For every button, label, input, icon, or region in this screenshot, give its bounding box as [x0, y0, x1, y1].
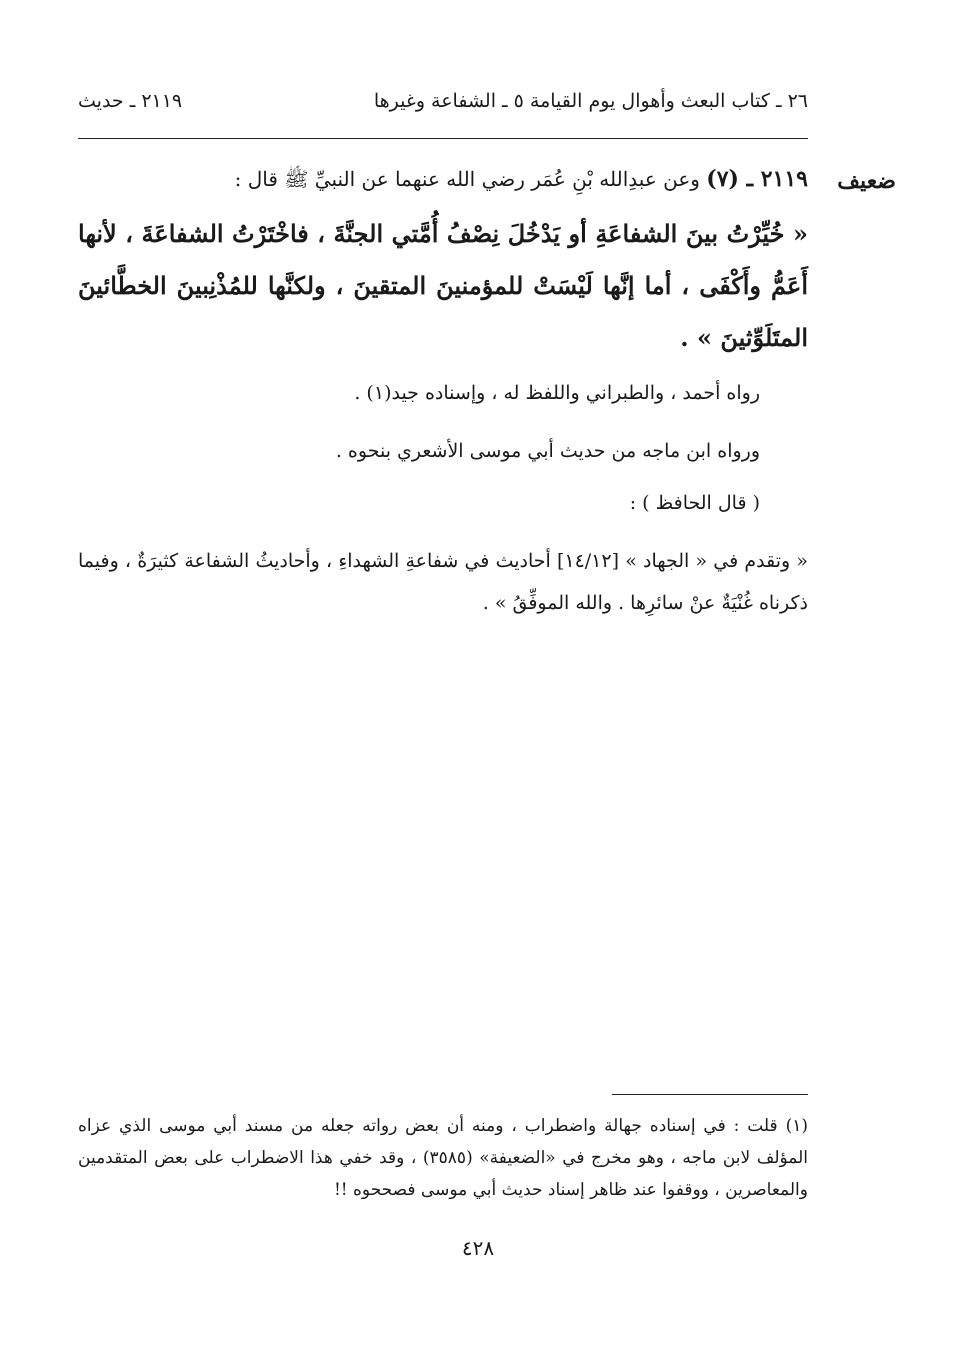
margin-grade-label: ضعيف — [837, 168, 896, 194]
running-header-chapter: ٢٦ ـ كتاب البعث وأهوال يوم القيامة ٥ ـ الشفاعة وغيرها — [373, 90, 808, 112]
hadith-intro: وعن عبدِالله بْنِ عُمَر رضي الله عنهما عن النبيِّ ﷺ قال : — [234, 167, 700, 191]
footnote: (١) قلت : في إسناده جهالة واضطراب ، ومنه أن بعض رواته جعله من مسند أبي موسى الذي عزاه المؤلف لابن ماجه ، وهو مخرج في «الضعيفة» (٣٥٨٥) ، وقد خفي هذا الاضطراب على بعض المتقدمين والمعاصرين ، ووقفوا عند ظاهر إسناد حديث أبي موسى فصححوه !! — [78, 1116, 809, 1200]
takhrij-line-2: ورواه ابن ماجه من حديث أبي موسى الأشعري بنحوه . — [335, 440, 760, 462]
running-header-hadith-ref: ٢١١٩ ـ حديث — [78, 90, 183, 112]
page-number: ٤٢٨ — [461, 1236, 495, 1260]
hadith-heading — [128, 166, 808, 196]
hadith-number: ٢١١٩ ـ (٧) — [706, 166, 808, 192]
takhrij-line-1: رواه أحمد ، والطبراني واللفظ له ، وإسناده جيد(١) . — [354, 382, 760, 404]
hadith-text: « خُيِّرْتُ بينَ الشفاعَةِ أو يَدْخُلَ نِصْفُ أُمَّتي الجنَّةَ ، فاخْتَرْتُ الشفاعَةَ ، لأنها أَعَمُّ وأَكْفَى ، أما إنَّها لَيْسَتْ للمؤمنينَ المتقينَ ، ولكنَّها للمُذْنِبينَ الخطَّائينَ المتَلَوِّثينَ » . — [78, 219, 808, 352]
header-divider — [78, 138, 808, 139]
footnote-divider — [612, 1094, 808, 1095]
hafiz-heading: ( قال الحافظ ) : — [629, 492, 760, 514]
hafiz-note: « وتقدم في « الجهاد » [١٤/١٢] أحاديث في شفاعةِ الشهداءِ ، وأحاديثُ الشفاعة كثيرَةٌ ، وفيما ذكرناه غُنْيَةٌ عنْ سائرِها . والله الموفِّقُ » . — [78, 550, 808, 614]
